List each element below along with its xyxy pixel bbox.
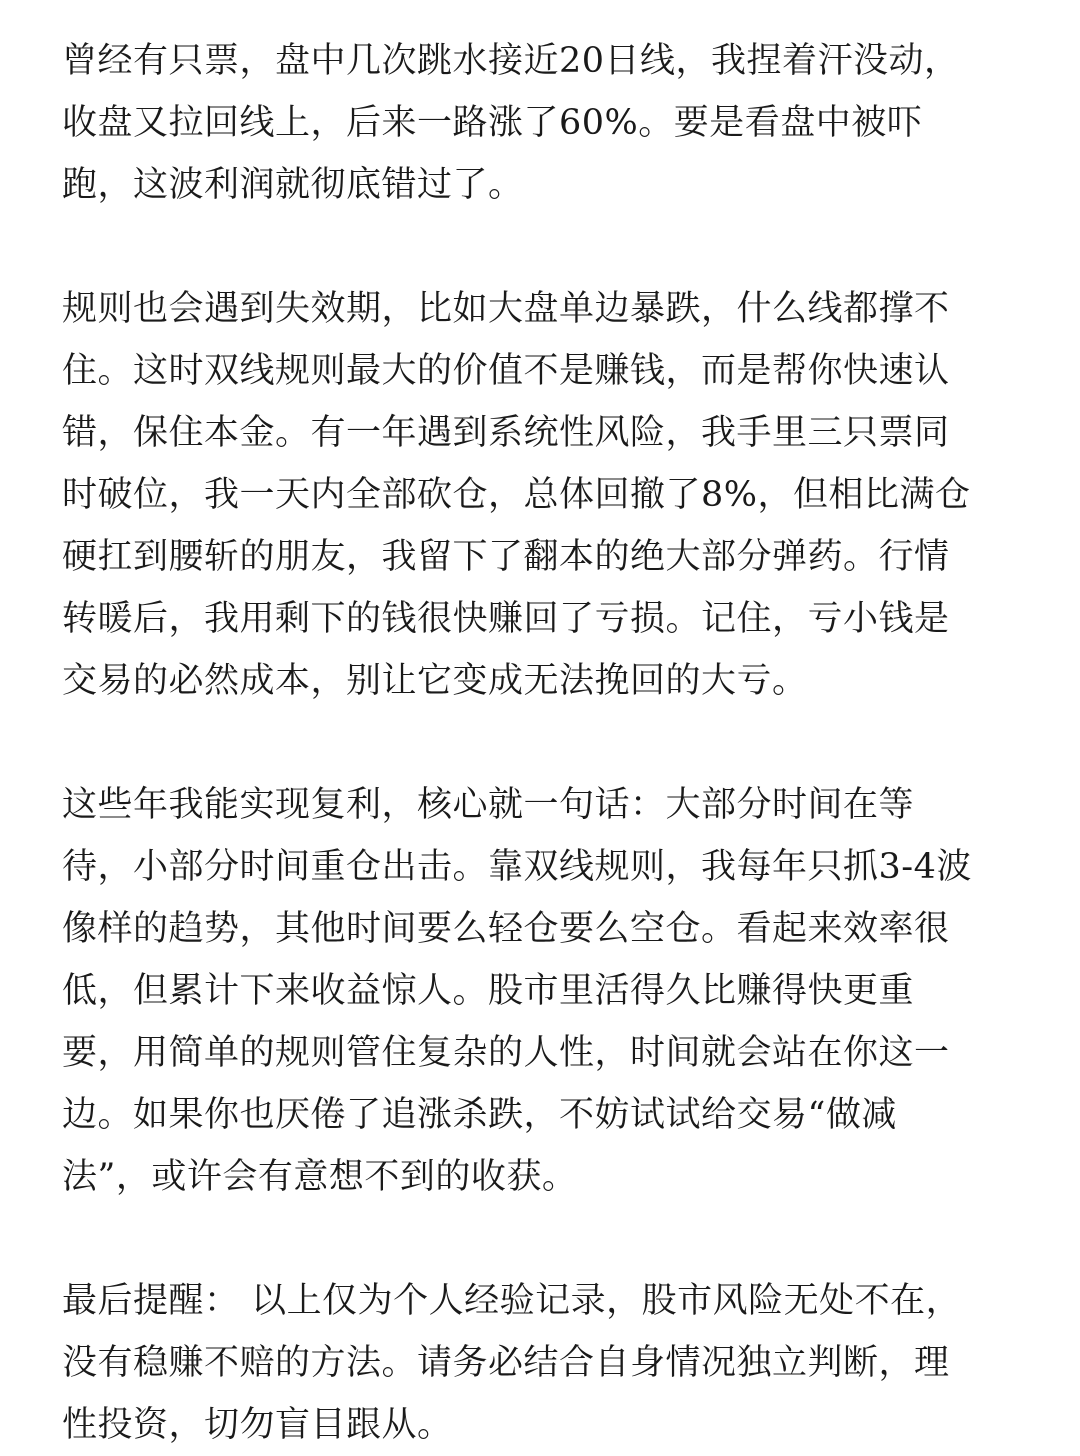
text-line: 没有稳赚不赔的方法。请务必结合自身情况独立判断，理 <box>62 1343 950 1383</box>
text-line: 住。这时双线规则最大的价值不是赚钱，而是帮你快速认 <box>62 351 950 391</box>
text-line: 转暖后，我用剩下的钱很快赚回了亏损。记住，亏小钱是 <box>62 599 950 639</box>
text-line: 像样的趋势，其他时间要么轻仓要么空仓。看起来效率很 <box>62 909 950 949</box>
text-line: 待，小部分时间重仓出击。靠双线规则，我每年只抓3-4波 <box>62 847 972 887</box>
text-line: 最后提醒： 以上仅为个人经验记录，股市风险无处不在， <box>62 1281 962 1321</box>
text-line: 法”，或许会有意想不到的收获。 <box>62 1157 578 1197</box>
paragraph-spacer <box>62 1208 1022 1270</box>
text-line: 边。如果你也厌倦了追涨杀跌，不妨试试给交易“做减 <box>62 1095 897 1135</box>
paragraph-1 <box>62 30 1022 216</box>
text-line: 低，但累计下来收益惊人。股市里活得久比赚得快更重 <box>62 971 915 1011</box>
paragraph-3 <box>62 774 1022 1208</box>
paragraph-4-disclaimer <box>62 1270 1022 1456</box>
text-line: 曾经有只票，盘中几次跳水接近20日线，我捏着汗没动， <box>62 41 960 81</box>
text-line: 这些年我能实现复利，核心就一句话：大部分时间在等 <box>62 785 915 825</box>
text-line: 收盘又拉回线上，后来一路涨了60%。要是看盘中被吓 <box>62 103 923 143</box>
paragraph-spacer <box>62 216 1022 278</box>
paragraph-spacer <box>62 712 1022 774</box>
text-line: 交易的必然成本，别让它变成无法挽回的大亏。 <box>62 661 808 701</box>
text-line: 错，保住本金。有一年遇到系统性风险，我手里三只票同 <box>62 413 950 453</box>
text-line: 跑，这波利润就彻底错过了。 <box>62 165 524 205</box>
text-line: 性投资，切勿盲目跟从。 <box>62 1405 453 1445</box>
text-line: 硬扛到腰斩的朋友，我留下了翻本的绝大部分弹药。行情 <box>62 537 950 577</box>
paragraph-2 <box>62 278 1022 712</box>
text-line: 规则也会遇到失效期，比如大盘单边暴跌，什么线都撑不 <box>62 289 950 329</box>
text-line: 时破位，我一天内全部砍仓，总体回撤了8%，但相比满仓 <box>62 475 971 515</box>
article-body <box>62 30 1022 1456</box>
text-line: 要，用简单的规则管住复杂的人性，时间就会站在你这一 <box>62 1033 950 1073</box>
